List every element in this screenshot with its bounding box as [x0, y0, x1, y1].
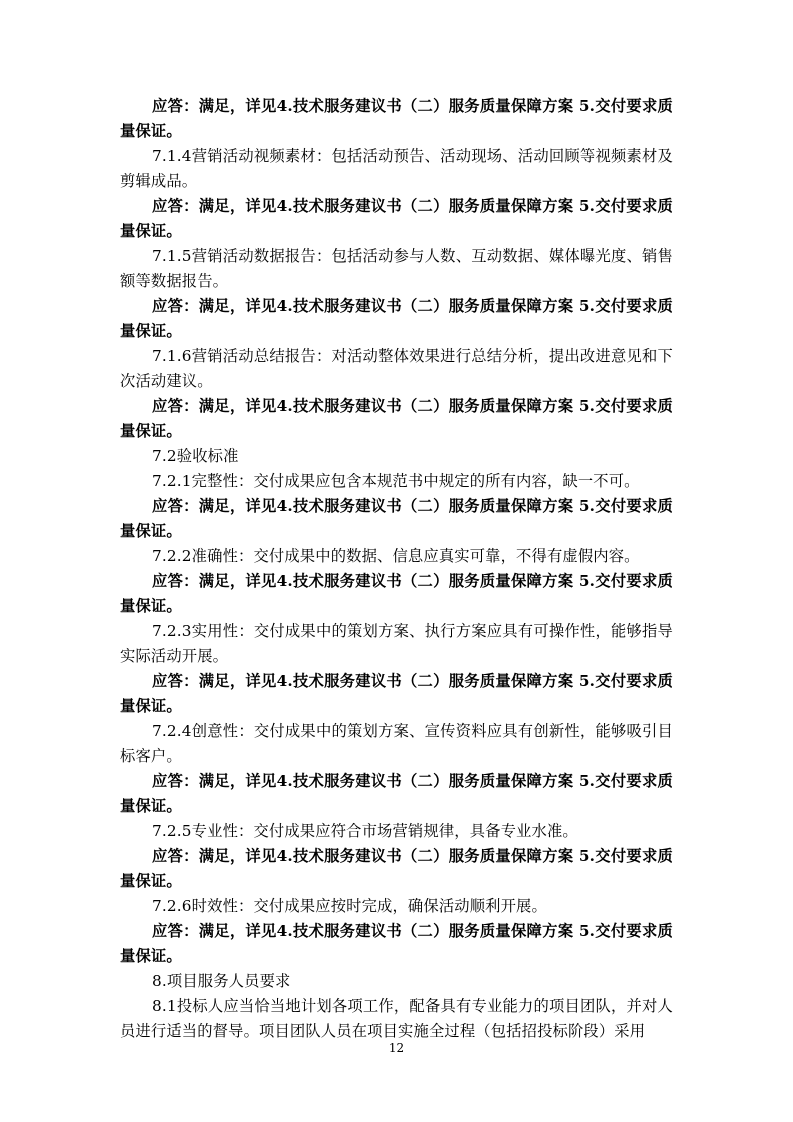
paragraph: 应答：满足，详见4.技术服务建议书（二）服务质量保障方案 5.交付要求质量保证。	[120, 672, 673, 715]
paragraph: 应答：满足，详见4.技术服务建议书（二）服务质量保障方案 5.交付要求质量保证。	[120, 572, 673, 615]
paragraph: 7.1.6营销活动总结报告：对活动整体效果进行总结分析，提出改进意见和下次活动建议。	[120, 347, 673, 390]
paragraph: 7.1.5营销活动数据报告：包括活动参与人数、互动数据、媒体曝光度、销售额等数据报告。	[120, 247, 673, 290]
paragraph: 7.2.1完整性：交付成果应包含本规范书中规定的所有内容，缺一不可。	[152, 472, 640, 490]
paragraph: 7.2.4创意性：交付成果中的策划方案、宣传资料应具有创新性，能够吸引目标客户。	[120, 722, 673, 765]
page-number: 12	[388, 1041, 405, 1055]
paragraph: 7.2.6时效性：交付成果应按时完成，确保活动顺利开展。	[152, 897, 547, 915]
paragraph: 7.1.4营销活动视频素材：包括活动预告、活动现场、活动回顾等视频素材及剪辑成品。	[120, 147, 673, 190]
section-heading: 8.项目服务人员要求	[152, 972, 291, 990]
document-body	[120, 94, 673, 1044]
paragraph: 应答：满足，详见4.技术服务建议书（二）服务质量保障方案 5.交付要求质量保证。	[120, 922, 673, 965]
section-heading: 7.2验收标准	[152, 447, 239, 465]
paragraph: 应答：满足，详见4.技术服务建议书（二）服务质量保障方案 5.交付要求质量保证。	[120, 197, 673, 240]
paragraph: 应答：满足，详见4.技术服务建议书（二）服务质量保障方案 5.交付要求质量保证。	[120, 297, 673, 340]
paragraph: 应答：满足，详见4.技术服务建议书（二）服务质量保障方案 5.交付要求质量保证。	[120, 97, 673, 140]
paragraph: 应答：满足，详见4.技术服务建议书（二）服务质量保障方案 5.交付要求质量保证。	[120, 772, 673, 815]
paragraph: 8.1投标人应当恰当地计划各项工作，配备具有专业能力的项目团队，并对人员进行适当的督导。项目团队人员在项目实施全过程（包括招投标阶段）采用	[120, 997, 673, 1040]
paragraph: 应答：满足，详见4.技术服务建议书（二）服务质量保障方案 5.交付要求质量保证。	[120, 397, 673, 440]
paragraph: 应答：满足，详见4.技术服务建议书（二）服务质量保障方案 5.交付要求质量保证。	[120, 497, 673, 540]
paragraph: 7.2.2准确性：交付成果中的数据、信息应真实可靠，不得有虚假内容。	[152, 547, 640, 565]
paragraph: 应答：满足，详见4.技术服务建议书（二）服务质量保障方案 5.交付要求质量保证。	[120, 847, 673, 890]
paragraph: 7.2.3实用性：交付成果中的策划方案、执行方案应具有可操作性，能够指导实际活动开展。	[120, 622, 673, 665]
paragraph: 7.2.5专业性：交付成果应符合市场营销规律，具备专业水准。	[152, 822, 578, 840]
